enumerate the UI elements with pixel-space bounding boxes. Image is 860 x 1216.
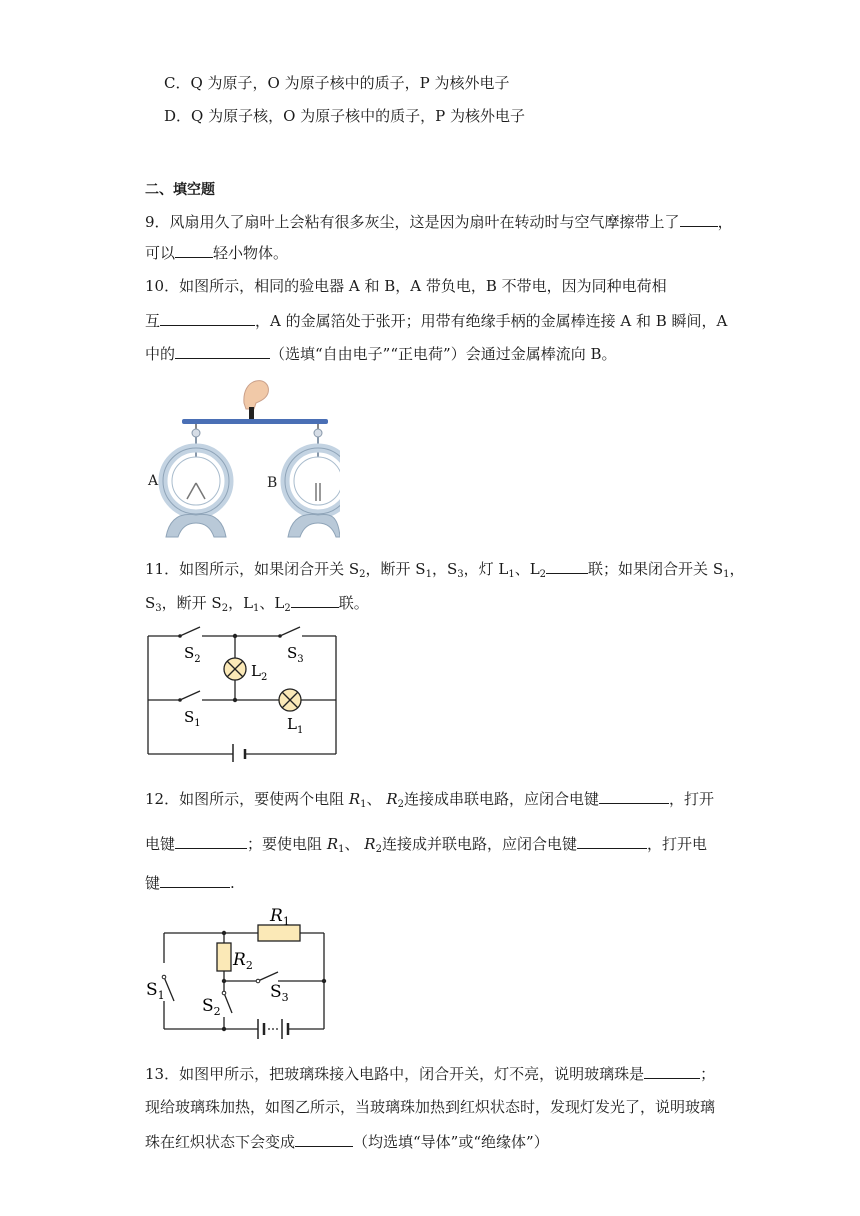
label-s1: $S_1$	[184, 708, 201, 729]
lamp-l2-icon	[224, 658, 246, 680]
q12-blank-3[interactable]	[577, 833, 647, 849]
label-r2: $R_2$	[233, 950, 253, 972]
q10-blank-2[interactable]	[175, 343, 270, 359]
q10-line2: 互 ，A 的金属箔处于张开；用带有绝缘手柄的金属棒连接 A 和 B 瞬间，A	[145, 312, 728, 330]
label-s1: $S_1$	[146, 980, 165, 1002]
label-s2: $S_2$	[184, 644, 201, 665]
q12-blank-4[interactable]	[160, 872, 230, 888]
label-s3: $S_3$	[270, 982, 289, 1004]
q9-blank-2[interactable]	[175, 242, 213, 258]
q12-line1: 12．如图所示，要使两个电阻 $R_1$、 $R_2$连接成串联电路，应闭合电键 ，打开	[145, 790, 715, 810]
q10-line1: 10．如图所示，相同的验电器 A 和 B，A 带负电，B 不带电，因为同种电荷相	[145, 277, 667, 295]
lamp-l1-icon	[279, 689, 301, 711]
resistor-r2	[217, 943, 231, 971]
q11-line1: 11．如图所示，如果闭合开关 $S_2$，断开 $S_1$，$S_3$，灯 $L_1$、$L_2$ 联；如果闭合开关 $S_1$，	[145, 560, 745, 580]
option-c: C．Q 为原子，O 为原子核中的质子，P 为核外电子	[164, 74, 510, 92]
q13-line1: 13．如图甲所示，把玻璃珠接入电路中，闭合开关，灯不亮，说明玻璃珠是 ；	[145, 1065, 716, 1083]
q9-blank-1[interactable]	[680, 211, 718, 227]
q9-line2: 可以 轻小物体。	[145, 244, 289, 262]
metal-rod	[182, 419, 328, 424]
label-b: B	[267, 475, 278, 491]
q11-line2: $S_3$，断开 $S_2$，$L_1$、$L_2$ 联。	[145, 594, 369, 614]
q13-line3: 珠在红炽状态下会变成 （均选填“导体”或“绝缘体”）	[145, 1133, 549, 1151]
label-s3: $S_3$	[287, 644, 304, 665]
q12-line3: 键 .	[145, 874, 235, 892]
label-l2: $L_2$	[251, 662, 268, 683]
q13-blank-1[interactable]	[644, 1063, 700, 1079]
electroscope-a	[163, 429, 229, 537]
q9-line1: 9．风扇用久了扇叶上会粘有很多灰尘，这是因为扇叶在转动时与空气摩擦带上了 ，	[145, 213, 733, 231]
q13-line2: 现给玻璃珠加热，如图乙所示，当玻璃珠加热到红炽状态时，发现灯发光了，说明玻璃	[145, 1098, 716, 1116]
option-d: D．Q 为原子核，O 为原子核中的质子，P 为核外电子	[164, 107, 526, 125]
q13-blank-2[interactable]	[295, 1131, 353, 1147]
resistor-r1	[258, 925, 300, 941]
q11-blank-2[interactable]	[291, 592, 339, 608]
hand-icon	[244, 381, 269, 409]
section-title: 二、填空题	[145, 182, 215, 198]
label-r1: $R_1$	[270, 906, 290, 928]
electroscope-b	[285, 429, 340, 537]
label-a: A	[148, 473, 159, 489]
q12-blank-2[interactable]	[175, 833, 247, 849]
q11-blank-1[interactable]	[546, 558, 588, 574]
q12-blank-1[interactable]	[599, 788, 669, 804]
circuit-figure-q11	[140, 622, 345, 762]
label-s2: $S_2$	[202, 996, 221, 1018]
q12-line2: 电键 ；要使电阻 $R_1$、 $R_2$连接成并联电路，应闭合电键 ，打开电	[145, 835, 707, 855]
electroscope-figure	[140, 375, 340, 540]
q10-blank-1[interactable]	[160, 310, 255, 326]
label-l1: $L_1$	[287, 715, 304, 736]
circuit-figure-q12	[140, 905, 340, 1045]
q10-line3: 中的 （选填“自由电子”“正电荷”）会通过金属棒流向 B。	[145, 345, 617, 363]
